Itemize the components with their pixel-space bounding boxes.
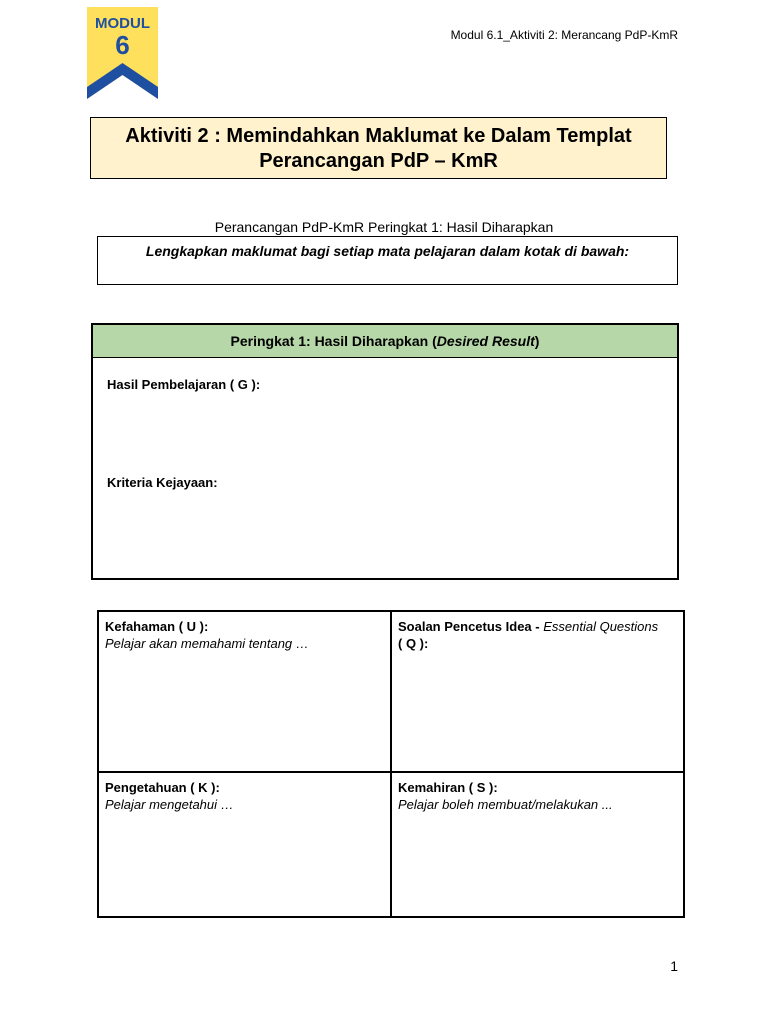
module-badge-icon <box>87 7 158 99</box>
logo-modul-text: MODUL <box>95 15 150 32</box>
activity-title-box <box>90 117 667 179</box>
skills-prompt: Pelajar boleh membuat/melakukan ... <box>398 797 613 812</box>
logo-number-text: 6 <box>115 30 130 60</box>
ukqs-grid <box>97 610 685 918</box>
stage1-header-italic: Desired Result <box>436 333 535 349</box>
questions-title-italic: Essential Questions <box>543 619 659 634</box>
instruction-text: Lengkapkan maklumat bagi setiap mata pelajaran dalam kotak di bawah: <box>145 243 630 259</box>
section-subtitle: Perancangan PdP-KmR Peringkat 1: Hasil Diharapkan <box>214 219 554 235</box>
stage1-header <box>93 325 677 358</box>
activity-title-line1: Aktiviti 2 : Memindahkan Maklumat ke Dalam Templat <box>125 125 632 147</box>
learning-outcome-label: Hasil Pembelajaran ( G ): <box>107 377 261 392</box>
understanding-title: Kefahaman ( U ): <box>105 619 209 634</box>
success-criteria-label: Kriteria Kejayaan: <box>107 475 218 490</box>
skills-cell <box>392 773 683 916</box>
questions-cell <box>392 612 683 773</box>
stage1-box <box>91 323 679 580</box>
activity-title-line2: Perancangan PdP – KmR <box>259 150 498 172</box>
instruction-box <box>97 236 678 285</box>
stage1-header-text: Peringkat 1: Hasil Diharapkan ( <box>230 333 437 349</box>
module-logo <box>87 7 158 99</box>
questions-title-bold: Soalan Pencetus Idea - <box>398 619 540 634</box>
knowledge-title: Pengetahuan ( K ): <box>105 780 220 795</box>
understanding-prompt: Pelajar akan memahami tentang … <box>105 636 309 651</box>
knowledge-prompt: Pelajar mengetahui … <box>105 797 234 812</box>
questions-title <box>398 618 677 635</box>
stage1-header-close: ) <box>534 333 540 349</box>
page-number: 1 <box>670 958 678 974</box>
skills-title: Kemahiran ( S ): <box>398 780 498 795</box>
understanding-cell <box>99 612 392 773</box>
running-header: Modul 6.1_Aktiviti 2: Merancang PdP-KmR <box>450 28 678 42</box>
knowledge-cell <box>99 773 392 916</box>
questions-title-end: ( Q ): <box>398 636 429 651</box>
